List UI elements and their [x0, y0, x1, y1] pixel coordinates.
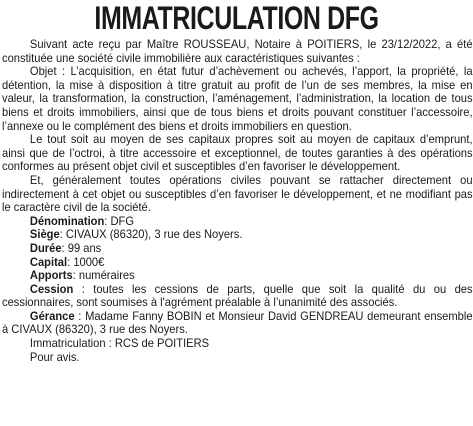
- field-cession-label: Cession: [29, 281, 74, 296]
- field-apports: [2, 269, 473, 283]
- field-capital-label: Capital: [29, 254, 68, 269]
- field-gerance: [2, 310, 473, 337]
- field-siege-value: : CIVAUX (86320), 3 rue des Noyers.: [59, 227, 243, 242]
- field-capital: [2, 256, 473, 270]
- immatriculation-line: Immatriculation : RCS de POITIERS: [29, 336, 210, 351]
- paragraph-operations: Et, généralement toutes opérations civiles pouvant se rattacher directement ou indirectement à cet objet ou susceptibles d’en favoriser le développement, et ne modifiant pas le caractère civil de la société.: [2, 172, 473, 215]
- field-siege-label: Siège: [29, 227, 60, 242]
- field-cession: [2, 283, 473, 310]
- field-cession-value: : toutes les cessions de parts, quelle que soit la qualité du ou des cessionnaires, sont soumises à l'agrément préalable à l’unanimité des associés.: [2, 281, 473, 310]
- field-denomination-value: : DFG: [104, 213, 135, 228]
- paragraph-moyens: Le tout soit au moyen de ses capitaux propres soit au moyen de capitaux d’emprunt, ainsi que de l’octroi, à titre accessoire et exceptionnel, de toutes garanties à des opérations conformes au présent objet civil et susceptibles d’en favoriser le développement.: [2, 132, 473, 174]
- field-apports-value: : numéraires: [72, 268, 135, 283]
- paragraph-objet: Objet : L’acquisition, en état futur d’achèvement ou achevés, l’apport, la propriété, la détention, la mise à disposition à titre gratuit au profit de l’un de ses membres, la mise en valeur, la transformation, la construction, l’aménagement, l’administration, la location de tous biens et droits immobiliers, ainsi que de tous biens et droits pouvant constituer l’accessoire, l’annexe ou le complément des biens et droits immobiliers en question.: [2, 64, 473, 133]
- notice-body: [2, 38, 473, 364]
- notice-title: IMMATRICULATION DFG: [94, 0, 379, 36]
- field-duree-value: : 99 ans: [61, 240, 102, 255]
- field-gerance-value: : Madame Fanny BOBIN et Monsieur David GENDREAU demeurant ensemble à CIVAUX (86320), 3 rue des Noyers.: [2, 308, 473, 337]
- field-duree-label: Durée: [29, 240, 62, 255]
- field-gerance-label: Gérance: [29, 308, 75, 323]
- field-capital-value: : 1000€: [67, 254, 105, 269]
- field-siege: [2, 228, 473, 242]
- field-denomination: [2, 215, 473, 229]
- paragraph-constitution: Suivant acte reçu par Maître ROUSSEAU, Notaire à POITIERS, le 23/12/2022, a été constituée une société civile immobilière aux caractéristiques suivantes :: [2, 37, 473, 65]
- field-apports-label: Apports: [29, 268, 73, 283]
- field-denomination-label: Dénomination: [29, 213, 105, 228]
- closing-line: Pour avis.: [29, 349, 80, 364]
- field-duree: [2, 242, 473, 256]
